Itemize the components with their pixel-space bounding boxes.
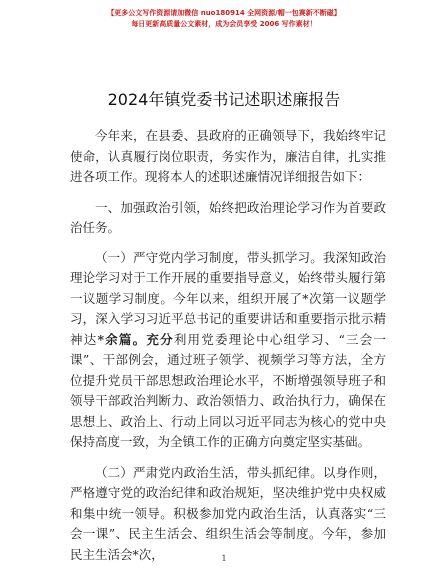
paragraph-discipline: （二）严肃党内政治生活，带头抓纪律。以身作则，严格遵守党的政治纪律和政治规矩，坚决维护党中央权威和集中统一领导。积极参加党内政治生活，认真落实“三会一课”、民主生活会、组织生活会等制度。今年，参加民主生活会*次，	[70, 464, 386, 562]
paragraph-study-text-b: 利用党委理论中心组学习、“三会一课”、干部例会，通过班子领学、视频学习等方法，全方位提升党员干部思想政治理论水平，不断增强领导班子和领导干部政治判断力、政治领悟力、政治执行力，确保在思想上、政治上、行动上同以习近平同志为核心的党中央保持高度一致，为全镇工作的正确方向奠定坚实基础。	[70, 331, 386, 449]
section-heading-1: 一、加强政治引领，始终把政治理论学习作为首要政治任务。	[70, 199, 386, 235]
paragraph-study-bold: *余篇。充分	[97, 331, 174, 347]
intro-paragraph: 今年来，在县委、县政府的正确领导下，我始终牢记使命，认真履行岗位职责，务实作为，廉洁自律，扎实推进各项工作。现将本人的述职述廉情况详细报告如下：	[70, 128, 386, 184]
document-body	[70, 126, 386, 575]
page-number: 1	[221, 554, 227, 563]
promo-banner	[0, 8, 448, 30]
paragraph-study-text-a: （一）严守党内学习制度，带头抓学习。我深知政治理论学习对于工作开展的重要指导意义，始终带头履行第一议题学习制度。今年以来，组织开展了*次第一议题学习，深入学习习近平总书记的重要讲话和重要指示批示精神达	[70, 249, 386, 347]
document-title: 2024年镇党委书记述职述廉报告	[107, 90, 341, 109]
promo-banner-line-1: 【更多公文写作资源请加微信 nuo180914 全网资源/帽一包赛新不断磁】	[107, 9, 341, 17]
paragraph-study	[70, 248, 386, 453]
promo-banner-line-2: 每日更新高质量公文素材，成为会员享受 2006 写作素材！	[131, 20, 317, 28]
